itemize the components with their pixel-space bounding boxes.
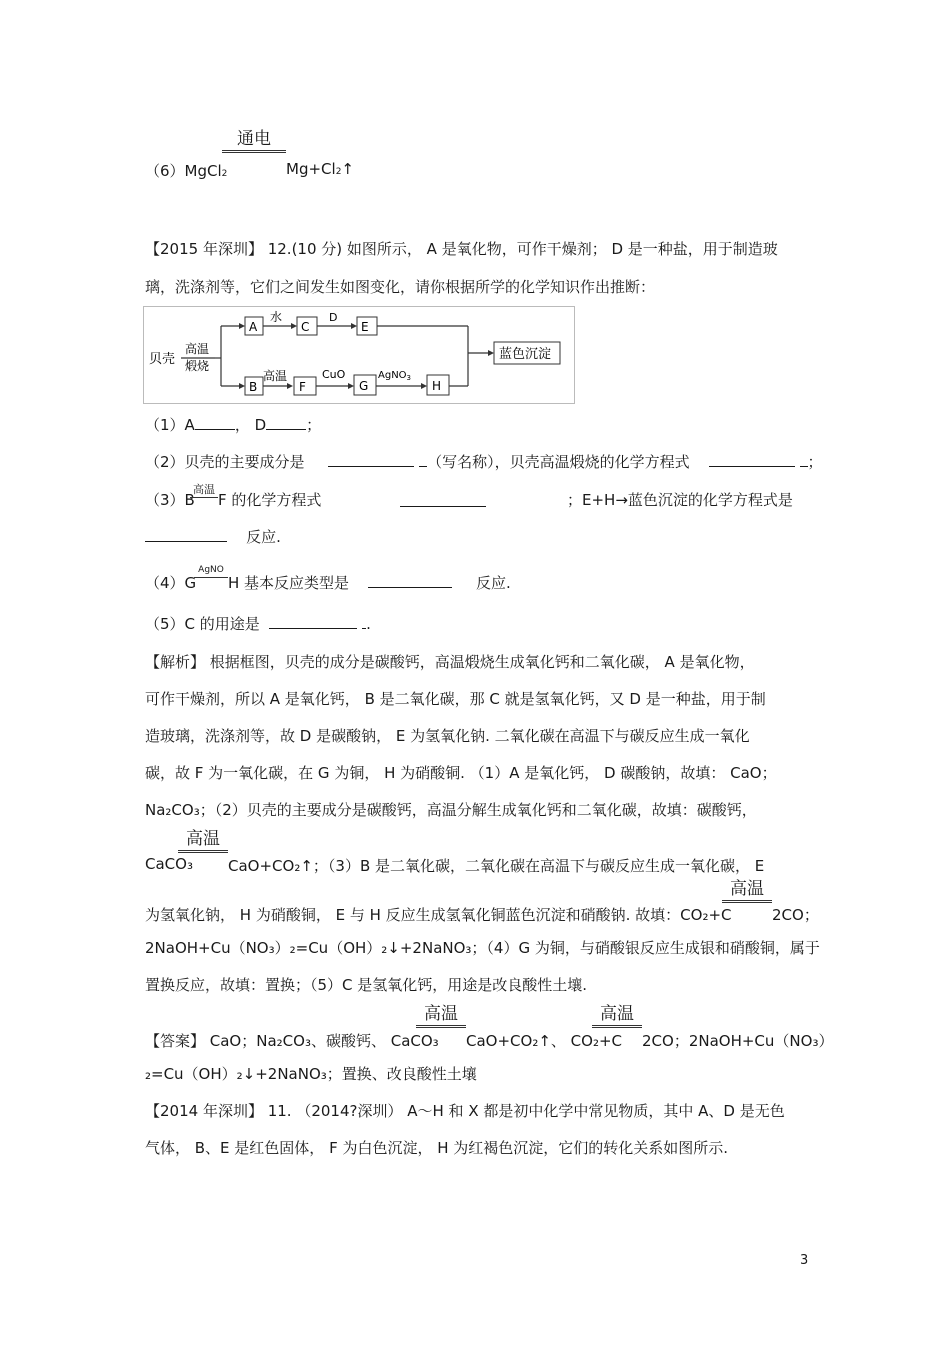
label-d: D [329,311,338,324]
q6-line: （6）MgCl2 [145,162,228,180]
analysis-line4: 碳，故 F 为一氧化碳，在 G 为铜， H 为硝酸铜. （1）A 是氧化钙， D 碳酸钠，故填： CaO； [145,764,777,782]
diagram-start: 贝壳 [149,352,176,367]
blank-d[interactable] [266,415,306,430]
node-a: A [249,320,258,334]
label-water: 水 [270,310,283,324]
blank-main-component[interactable] [328,452,414,467]
q2015-line2: 璃，洗涤剂等，它们之间发生如图变化，请你根据所学的化学知识作出推断： [145,278,656,296]
blank-reaction-type[interactable] [368,573,452,588]
analysis-cond2: 高温 [722,881,772,903]
analysis-line8: 2NaOH+Cu（NO₃）₂=Cu（OH）₂↓+2NaNO₃；（4）G 为铜，与硝酸银反应生成银和硝酸铜，属于 [145,939,820,957]
blank-bf-equation[interactable] [400,492,486,507]
analysis-line3: 造玻璃，洗涤剂等，故 D 是碳酸钠， E 为氢氧化钠. 二氧化碳在高温下与碳反应生成一氧化 [145,727,750,745]
analysis-line5: Na₂CO₃；（2）贝壳的主要成分是碳酸钙，高温分解生成氧化钙和二氧化碳，故填：碳酸钙， [145,801,757,819]
analysis-line7a: 为氢氧化钠， H 为硝酸铜， E 与 H 反应生成氢氧化铜蓝色沉淀和硝酸钠. 故填：CO₂+C [145,906,732,924]
label-agno3: AgNO$_3$ [378,370,412,382]
answer-part4: ₂=Cu（OH）₂↓+2NaNO₃；置换、改良酸性土壤 [145,1065,477,1083]
answer-cond2: 高温 [592,1006,642,1028]
q4-condition: AgNO [194,566,228,578]
q2014-line1: 【2014 年深圳】 11. （2014?深圳） A～H 和 X 都是初中化学中常见物质，其中 A、D 是无色 [145,1102,785,1120]
node-h: H [432,379,442,393]
node-c: C [301,320,310,334]
blank-eh-equation[interactable] [145,527,227,542]
question-1: （1）A ， D ； [145,416,322,434]
node-b: B [249,380,258,394]
node-g: G [359,379,369,393]
answer-part2: CaO+CO₂↑、 CO₂+C [466,1032,623,1050]
analysis-line6a: CaCO₃ [145,855,193,873]
blank-a[interactable] [195,415,235,430]
answer-part3: 2CO；2NaOH+Cu（NO₃） [642,1032,834,1050]
result-blue-precipitate: 蓝色沉淀 [499,347,552,362]
question-3-line2: 反应. [145,526,281,547]
question-3-text: F 的化学方程式 [218,491,322,509]
diagram-cond-top: 高温 [185,342,210,356]
blank-use[interactable] [273,614,357,629]
question-4-text: H 基本反应类型是 反应. [228,574,511,592]
flow-diagram [143,306,575,404]
label-cuo: CuO [322,368,346,381]
q3-condition: 高温 [190,484,218,498]
label-high-temp: 高温 [263,369,288,383]
q6-product: Mg+Cl2↑ [286,160,354,178]
question-4-label: （4）G [145,574,197,592]
analysis-line6b: CaO+CO₂↑；（3）B 是二氧化碳，二氧化碳在高温下与碳反应生成一氧化碳， E [228,857,765,875]
node-f: F [299,380,306,394]
question-2: （2）贝壳的主要成分是 （写名称），贝壳高温煅烧的化学方程式 ； [145,453,823,471]
analysis-line9: 置换反应，故填：置换；（5）C 是氢氧化钙，用途是改良酸性土壤. [145,976,588,994]
q6-condition: 通电 [222,131,286,153]
q2014-line2: 气体， B、E 是红色固体， F 为白色沉淀， H 为红褐色沉淀，它们的转化关系如图所示. [145,1139,729,1157]
answer-part1: 【答案】 CaO；Na₂CO₃、碳酸钙、 CaCO₃ [145,1032,439,1050]
q2015-line1: 【2015 年深圳】 12.(10 分) 如图所示， A 是氧化物，可作干燥剂； D 是一种盐，用于制造玻 [145,240,778,258]
analysis-line2: 可作干燥剂，所以 A 是氧化钙， B 是二氧化碳，那 C 就是氢氧化钙，又 D 是一种盐，用于制 [145,690,766,708]
blank-equation[interactable] [709,452,795,467]
question-3-label: （3）B [145,491,195,509]
analysis-line7b: 2CO； [772,906,819,924]
node-e: E [361,320,369,334]
analysis-cond1: 高温 [178,831,228,853]
question-5: （5）C 的用途是 . [145,615,371,633]
answer-cond1: 高温 [416,1006,466,1028]
analysis-line1: 【解析】 根据框图，贝壳的成分是碳酸钙，高温煅烧生成氧化钙和二氧化碳， A 是氧化物， [145,653,755,671]
page-number: 3 [800,1253,809,1268]
question-3-text2: ；E+H→蓝色沉淀的化学方程式是 [567,491,793,509]
diagram-cond-bottom: 煅烧 [185,359,210,373]
